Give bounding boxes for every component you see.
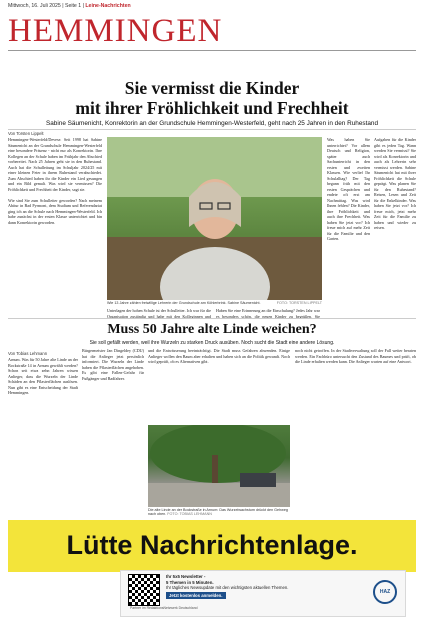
article1-headline: Sie vermisst die Kinder mit ihrer Fröhlichkeit und Frechheit — [75, 78, 349, 118]
article1-column-4: Aufgaben für die Kinder gibt es jeden Tag. Wann werden Sie vermisst? Sie wird als Konrektorin und auch als Lehrerin sehr vermisst werden. Sabine Säumenicht hat mit ihrer Fröhlichkeit die Schule geprägt. Was planen Sie für den Ruhestand? Reisen, Lesen und Zeit für die Enkelkinder. Was haben Sie jetzt vor? Ich freue mich, jetzt mehr Zeit für die Familie zu haben und wieder zu reisen. — [374, 137, 416, 230]
masthead: HEMMINGEN — [8, 13, 223, 49]
article1-column-3: Was haben Sie unterrichtet? Vor allem Deutsch und Religion, später auch Sachunterricht in den ersten und zweiten Klassen. Wie verlief Ihr Schulalltag? Der Tag begann früh mit den ersten Gesprächen und endete oft erst am Nachmittag. Was wird Ihnen fehlen? Die Kinder, ihre Fröhlichkeit und auch ihre Frechheit. Was haben Sie jetzt vor? Ich freue mich auf mehr Zeit für die Familie und den Garten. — [327, 137, 370, 241]
linde-image — [148, 425, 290, 507]
article1-divider — [8, 129, 416, 130]
portrait-image — [107, 137, 322, 300]
ad-banner[interactable] — [8, 520, 416, 572]
ad-banner-text: Lütte Nachrichtenlage. — [66, 530, 358, 560]
article2-column-3: und die Entwässerung beeinträchtigt. Die Stadt muss Gefahren abwenden. Einige Anlieger wollen den Baum aber erhalten und haben sich an die Politik gewandt. Noch wird geprüft, ob es Alternativen gibt. — [148, 348, 290, 364]
article2-column-4: noch nicht getroffen. In der Stadtverwaltung soll der Fall weiter beraten werden. Ein Fachbüro untersucht den Zustand des Baumes und prüft, ob die Linde erhalten werden kann. Die Anlieger warten auf eine Antwort. — [295, 348, 416, 364]
article1-column-2: Unterlagen der hohen Schule ist der Schulleiter. Ich war für die Organisation zuständig und habe mit den Kolleginnen und — [107, 308, 211, 319]
linde-caption: Die alte Linde an der Bockstraße in Arnum: Das Wurzelwachstum drückt den Gehweg nach oben. FOTO: TOBIAS LEHMANN — [148, 508, 288, 516]
portrait-caption: Wie 13 Jahre zählen freiwillige Lehrerin der Grundschule am Köhlerbrink. Sabine Säumenicht. FOTO: TORSTEN LIPPELT — [107, 301, 322, 305]
article2-column-2: Bürgermeister Jan Dingeldey (CDU) hat die Anlieger jetzt persönlich informiert. Die Wurzeln der Linde haben die Pflasterflächen angehoben. Es gibt eine Fallen-Gefahr für Fußgänger und Radfahrer. — [82, 348, 144, 381]
article2-subheadline: Sie soll gefällt werden, weil ihre Wurzeln zu starken Druck ausüben. Noch sucht die Stadt eine andere Lösung. — [89, 340, 335, 346]
portrait-photo — [107, 137, 322, 300]
linde-photo — [148, 425, 290, 507]
haz-logo-icon: HAZ — [373, 580, 397, 604]
article1-column-1: Hemmingen-Westerfeld/Devese. Seit 1998 hat Sabine Säumenicht an der Grundschule Hemmingen-Westerfeld eine besondere Präsenz - nicht nur als Konrektorin. Ihre Kollegen an der Schule haben im Frühjahr den Abschied vorbereitet. Nach 25 Jahren geht sie in den Ruhestand. Auch hat die Schulleitung im Schuljahr 2024/25 mit einer kleinen Feier in ihrem Ruhestand verabschiedet. Zum Abschied haben ihr die Kinder ein Lied gesungen und ein Bild gemalt. Was wird sie vermissen? Die Fröhlichkeit und Frechheit der Kinder, sagt sie. Wie sind Sie zum Schulleiter geworden? Nach meinem Abitur in Bad Pyrmont, dem Studium und Referendariat ging ich an die Schule nach Hemmingen-Westerfeld. Ich habe zunächst in der ersten Klasse unterrichtet und bin dann Konrektorin geworden. — [8, 137, 102, 225]
qr-code-icon[interactable] — [128, 574, 160, 606]
date-line: Mittwoch, 16. Juli 2025 | Seite 1 | Leine-Nachrichten — [8, 3, 131, 9]
article2-column-1: Arnum. Was für 50 Jahre alte Linde an der Bockstraße 14 in Arnum gewählt werden? Schon seit etwa zehn Jahren wissen Anlieger, dass die Wurzeln der Linde Schäden an den Pflasterflächen auslösen. Nun gibt es eine Entscheidung der Stadt Hemmingen. — [8, 357, 78, 395]
newsletter-text: Ihr 5x5 Newsletter - 5 Themen in 5 Minuten. Ihr tägliches Newsupdate mit den wichtigsten aktuellen Themen. Jetzt kostenlos anmelden. — [166, 574, 289, 598]
masthead-divider — [8, 50, 416, 51]
article1-byline: Von Torsten Lippelt — [8, 131, 44, 136]
section-label: Leine-Nachrichten — [85, 3, 131, 9]
newsletter-signup-button[interactable]: Jetzt kostenlos anmelden. — [166, 592, 226, 600]
ad-footer: Partner im RedaktionsNetzwerk Deutschland — [130, 606, 198, 610]
article1-column-2b: Haben Sie eine Erinnerung an die Einschulung? Jedes Jahr war es besonders schön, die neuen Kinder zu begrüßen. Sie — [216, 308, 320, 319]
article2-byline: Von Tobias Lehmann — [8, 351, 48, 356]
article2-headline: Muss 50 Jahre alte Linde weichen? — [107, 322, 317, 337]
article1-subheadline: Sabine Säumenicht, Konrektorin an der Grundschule Hemmingen-Westerfeld, geht nach 25 Jahren in den Ruhestand — [45, 120, 379, 127]
article2-divider — [8, 318, 416, 319]
